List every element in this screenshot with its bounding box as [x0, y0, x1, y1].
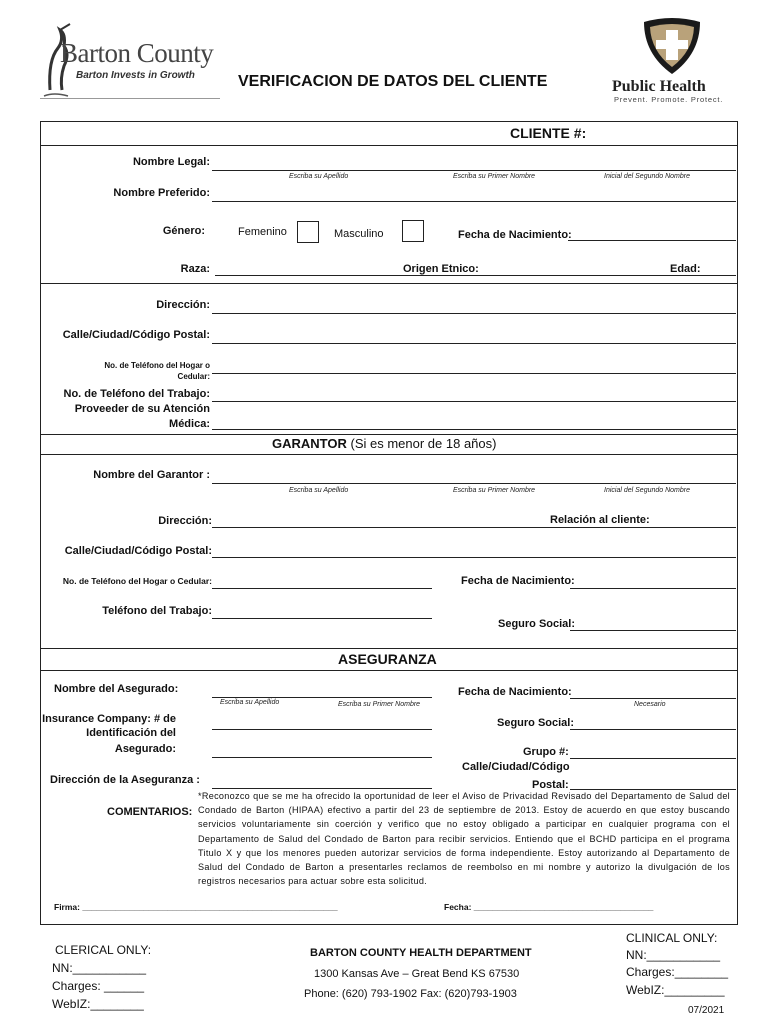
company-field[interactable]: [212, 729, 432, 730]
fecha-firma-line[interactable]: Fecha: ______________________________________: [444, 902, 654, 912]
revision-date: 07/2021: [688, 1005, 725, 1016]
grupo-label: Grupo #:: [523, 746, 569, 758]
company-label-1: Insurance Company: # de: [42, 713, 176, 725]
g-calle-field[interactable]: [212, 557, 736, 558]
logo-title: Barton County: [60, 38, 214, 68]
direccion-aseguranza-label: Dirección de la Aseguranza :: [50, 774, 200, 786]
origen-etnico-label: Origen Etnico:: [403, 263, 479, 275]
masculino-checkbox[interactable]: [402, 220, 424, 242]
proveedor-label-2: Médica:: [169, 418, 210, 430]
clinical-charges: Charges:________: [626, 965, 729, 979]
ins-hint-necesario: Necesario: [634, 701, 666, 708]
dept-address: 1300 Kansas Ave – Great Bend KS 67530: [314, 968, 520, 980]
garantor-heading: [272, 436, 496, 451]
direccion-label: Dirección:: [156, 299, 210, 311]
clinical-title: CLINICAL ONLY:: [626, 931, 718, 945]
g-telefono-trabajo-label: Teléfono del Trabajo:: [102, 605, 212, 617]
dept-name: BARTON COUNTY HEALTH DEPARTMENT: [310, 947, 532, 959]
g-telefono-hogar-field[interactable]: [212, 588, 432, 589]
g-seguro-social-field[interactable]: [570, 630, 736, 631]
company-label-3: Asegurado:: [114, 743, 176, 755]
aseguranza-heading: ASEGURANZA: [338, 651, 437, 667]
nombre-asegurado-label: Nombre del Asegurado:: [54, 683, 179, 695]
g-direccion-field[interactable]: [212, 527, 736, 528]
ins-seguro-social-field[interactable]: [570, 729, 736, 730]
nombre-preferido-label: Nombre Preferido:: [113, 187, 210, 199]
g-telefono-trabajo-field[interactable]: [212, 618, 432, 619]
genero-label: Género:: [162, 225, 205, 237]
proveedor-label-1: Proveeder de su Atención: [74, 403, 210, 415]
clinical-webiz: WebIZ:_________: [626, 983, 725, 997]
consent-text: *Reconozco que se me ha ofrecido la oportunidad de leer el Aviso de Privacidad Revisado del Departamento de Salud del Condado de Barton (HIPAA) efectivo a partir del 23 de septiembre de 2013. Estoy de acuerdo en que estoy buscando servicios voluntariamente sin coerción y verifico que no estoy obligado a participar en cualquier programa con el Departamento de Salud del Condado de Barton para recibir servicios. Entiendo que el BCHD participa en el programa Titulo X y que los menores pueden autorizar servicios de forma independiente. Estoy autorizando al Departamento de Salud del Condado de Barton a presentarles reclamos de reembolso en mi nombre y autorizo la divulgación de los registros necesarios para actuar sobre esta solicitud.: [198, 791, 730, 887]
relacion-label: Relación al cliente:: [550, 514, 650, 526]
fecha-nacimiento-label: Fecha de Nacimiento:: [458, 229, 572, 241]
public-health-logo: [608, 16, 738, 104]
g-direccion-label: Dirección:: [158, 515, 212, 527]
clerical-charges: Charges: ______: [52, 979, 145, 993]
telefono-hogar-label-1: No. de Teléfono del Hogar o: [104, 361, 210, 370]
dept-phone: Phone: (620) 793-1902 Fax: (620)793-1903: [304, 988, 517, 1000]
logo-tagline: Barton Invests in Growth: [76, 70, 195, 81]
nombre-garantor-field[interactable]: [212, 483, 736, 484]
femenino-checkbox[interactable]: [297, 221, 319, 243]
g-telefono-hogar-label: No. de Teléfono del Hogar o Cedular:: [62, 576, 212, 586]
fecha-nacimiento-field[interactable]: [568, 240, 736, 241]
garantor-heading-bold: GARANTOR: [272, 436, 347, 451]
hint-inicial: Inicial del Segundo Nombre: [604, 173, 690, 180]
ins-hint-apellido: Escriba su Apellido: [220, 699, 280, 706]
barton-county-logo: [40, 20, 222, 102]
firma-line[interactable]: Firma: ______________________________________________________: [54, 902, 338, 912]
telefono-trabajo-field[interactable]: [212, 401, 736, 402]
g-hint-apellido: Escriba su Apellido: [289, 487, 349, 494]
telefono-hogar-label-2: Cedular:: [177, 372, 210, 381]
ins-fecha-nacimiento-field[interactable]: [570, 698, 736, 699]
cliente-number-label: CLIENTE #:: [510, 125, 587, 141]
femenino-label: Femenino: [238, 226, 287, 238]
hint-apellido: Escriba su Apellido: [289, 173, 349, 180]
g-fecha-nacimiento-field[interactable]: [570, 588, 736, 589]
ins-calle-label-1: Calle/Ciudad/Código: [462, 761, 570, 773]
hint-primer-nombre: Escriba su Primer Nombre: [453, 173, 536, 180]
clerical-title: CLERICAL ONLY:: [55, 943, 152, 957]
public-health-title: Public Health: [612, 78, 706, 95]
g-calle-label: Calle/Ciudad/Código Postal:: [64, 545, 212, 557]
g-hint-inicial: Inicial del Segundo Nombre: [604, 487, 690, 494]
proveedor-field[interactable]: [212, 429, 736, 430]
calle-label: Calle/Ciudad/Código Postal:: [62, 329, 210, 341]
ins-fecha-nacimiento-label: Fecha de Nacimiento:: [458, 686, 572, 698]
telefono-hogar-field[interactable]: [212, 373, 736, 374]
clinical-nn: NN:___________: [626, 948, 721, 962]
nombre-legal-field[interactable]: [212, 170, 736, 171]
nombre-asegurado-field[interactable]: [212, 697, 432, 698]
raza-field[interactable]: [215, 275, 736, 276]
ins-hint-primer-nombre: Escriba su Primer Nombre: [338, 701, 421, 708]
garantor-heading-note: (Si es menor de 18 años): [350, 436, 497, 451]
clerical-webiz: WebIZ:________: [52, 997, 144, 1011]
nombre-legal-label: Nombre Legal:: [132, 156, 210, 168]
g-fecha-nacimiento-label: Fecha de Nacimiento:: [461, 575, 575, 587]
direccion-field[interactable]: [212, 313, 736, 314]
ins-calle-label-2: Postal:: [532, 779, 569, 791]
telefono-trabajo-label: No. de Teléfono del Trabajo:: [63, 388, 210, 400]
edad-label: Edad:: [670, 263, 701, 275]
clerical-nn: NN:___________: [52, 961, 147, 975]
g-seguro-social-label: Seguro Social:: [498, 618, 576, 630]
id-asegurado-field[interactable]: [212, 757, 432, 758]
calle-field[interactable]: [212, 343, 736, 344]
company-label-2: Identificación del: [86, 727, 176, 739]
page-title: VERIFICACION DE DATOS DEL CLIENTE: [238, 73, 548, 90]
grupo-field[interactable]: [570, 758, 736, 759]
comentarios-label: COMENTARIOS:: [107, 806, 193, 818]
g-hint-primer-nombre: Escriba su Primer Nombre: [453, 487, 536, 494]
nombre-preferido-field[interactable]: [212, 201, 736, 202]
shield-cross-icon: [640, 16, 704, 76]
raza-label: Raza:: [180, 263, 210, 275]
public-health-tagline: Prevent. Promote. Protect.: [614, 95, 724, 104]
nombre-garantor-label: Nombre del Garantor :: [93, 469, 210, 481]
masculino-label: Masculino: [334, 228, 384, 240]
ins-seguro-social-label: Seguro Social:: [497, 717, 575, 729]
